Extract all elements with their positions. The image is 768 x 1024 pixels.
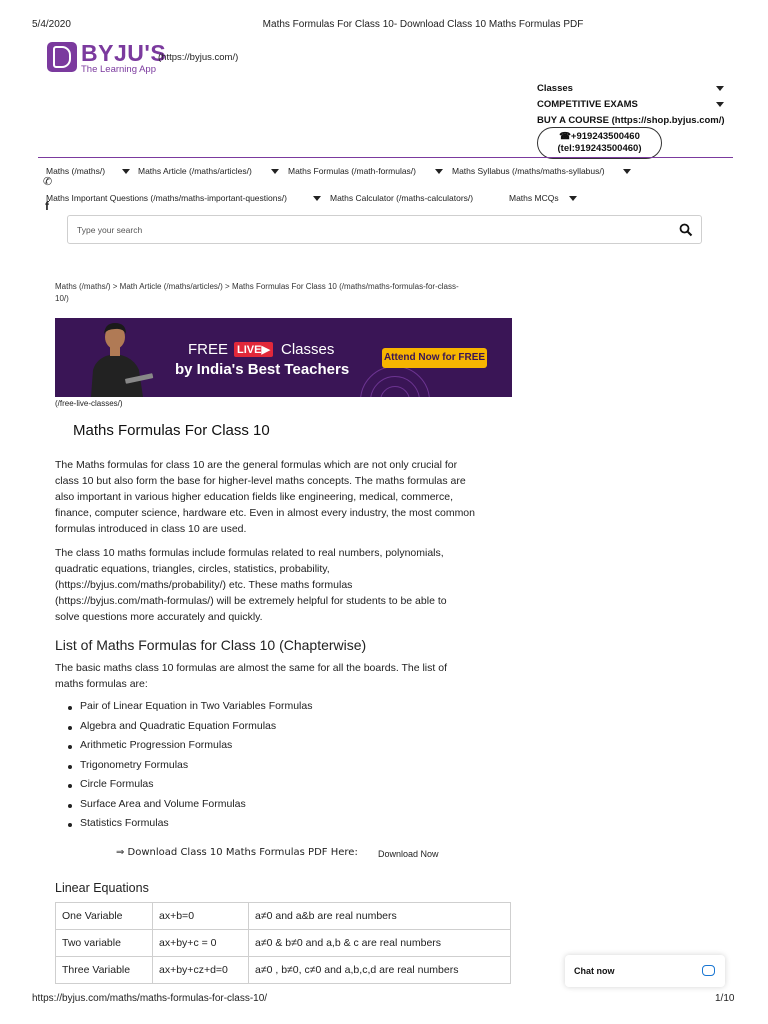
list-item [68,798,508,818]
formulas-paragraph [55,545,511,625]
chevron-down-icon[interactable] [716,86,724,91]
menu-important-questions[interactable]: Maths Important Questions (/maths/maths-important-questions/) [46,193,287,203]
list-heading: List of Maths Formulas for Class 10 (Chapterwise) [55,637,367,653]
free-live-classes-link[interactable]: (/free-live-classes/) [55,399,123,408]
list-intro [55,660,511,692]
table-cell: a≠0 , b≠0, c≠0 and a,b,c,d are real numbers [249,957,511,984]
text-line: also important in various higher education fields like engineering, medical, commerce, [55,491,454,503]
download-now-link[interactable]: Download Now [378,849,439,859]
table-cell: One Variable [56,903,153,930]
text-line[interactable]: (https://byjus.com/maths/probability/) etc. These maths formulas [55,579,353,591]
text-line: formulas introduced in class 10 are used. [55,523,247,535]
breadcrumb-line2[interactable]: 10/) [55,294,69,303]
list-item [68,700,508,720]
table-cell: a≠0 & b≠0 and a,b & c are real numbers [249,930,511,957]
chat-now-label: Chat now [574,966,615,976]
table-cell: Three Variable [56,957,153,984]
bullet [68,706,72,710]
facebook-icon[interactable]: f [45,199,49,213]
logo-b-mark [53,46,71,68]
text-line: The Maths formulas for class 10 are the general formulas which are not only crucial for [55,459,458,471]
table-cell: ax+by+cz+d=0 [153,957,249,984]
print-url: https://byjus.com/maths/maths-formulas-for-class-10/ [32,993,268,1004]
text-line[interactable]: (https://byjus.com/math-formulas/) will be extremely helpful for students to be able to [55,595,447,607]
bullet [68,784,72,788]
banner-free: FREE [188,341,229,358]
table-cell: ax+b=0 [153,903,249,930]
chat-bubble-icon [702,965,715,976]
live-classes-banner[interactable] [55,318,512,397]
list-item [68,759,508,779]
bullet [68,765,72,769]
buy-course-link[interactable]: BUY A COURSE (https://shop.byjus.com/) [537,115,725,126]
table-cell: a≠0 and a&b are real numbers [249,903,511,930]
list-item-label: Trigonometry Formulas [80,758,189,771]
table-row [56,903,511,930]
list-item-label: Circle Formulas [80,778,154,790]
linear-equations-table [55,902,511,984]
chevron-down-icon[interactable] [435,169,443,174]
search-placeholder: Type your search [77,225,143,235]
bullet [68,726,72,730]
print-title: Maths Formulas For Class 10- Download Class 10 Maths Formulas PDF [262,19,584,30]
phone-button[interactable] [537,127,662,159]
phone-number: ☎+919243500460 [559,131,640,142]
list-item-label: Algebra and Quadratic Equation Formulas [80,719,277,732]
table-cell: ax+by+c = 0 [153,930,249,957]
chevron-down-icon[interactable] [623,169,631,174]
menu-maths-formulas[interactable]: Maths Formulas (/math-formulas/) [288,166,416,176]
menu-maths-article[interactable]: Maths Article (/maths/articles/) [138,166,252,176]
chat-now-widget[interactable] [565,955,725,987]
chevron-down-icon[interactable] [313,196,321,201]
logo-tagline: The Learning App [81,64,157,75]
header-divider [38,157,733,158]
menu-maths[interactable]: Maths (/maths/) [46,166,106,176]
text-line: maths formulas are: [55,678,148,690]
text-line: quadratic equations, triangles, circles, statistics, probability, [55,563,330,575]
chevron-down-icon[interactable] [569,196,577,201]
list-item-label: Surface Area and Volume Formulas [80,797,246,810]
bullet [68,745,72,749]
phone-tel: (tel:919243500460) [557,143,642,154]
menu-maths-syllabus[interactable]: Maths Syllabus (/maths/maths-syllabus/) [452,166,605,176]
search-icon[interactable] [679,223,693,237]
text-line: finance, computer science, hardware etc. Even in almost every industry, the most common [55,507,475,519]
bullet [68,804,72,808]
text-line: The class 10 maths formulas include formulas related to real numbers, polynomials, [55,547,444,559]
intro-paragraph [55,457,511,537]
list-item-label: Arithmetic Progression Formulas [80,739,233,751]
text-line: class 10 but also form the base for higher-level maths concepts. The maths formulas are [55,475,466,487]
print-date: 5/4/2020 [32,19,71,30]
menu-maths-mcqs[interactable]: Maths MCQs [509,193,559,203]
chevron-down-icon[interactable] [716,102,724,107]
list-item [68,739,508,759]
chevron-down-icon[interactable] [271,169,279,174]
bullet [68,823,72,827]
table-heading: Linear Equations [55,881,149,895]
list-item [68,778,508,798]
list-item [68,817,508,837]
banner-classes: Classes [281,341,335,358]
classes-menu[interactable]: Classes [537,83,573,94]
byjus-logo-icon[interactable] [47,42,77,72]
page-title: Maths Formulas For Class 10 [73,422,270,439]
table-row [56,957,511,984]
menu-maths-calculator[interactable]: Maths Calculator (/maths-calculators/) [330,193,474,203]
print-page-number: 1/10 [715,993,735,1004]
download-prompt: ⇒ Download Class 10 Maths Formulas PDF Here: [116,847,358,858]
list-item [68,720,508,740]
list-item-label: Statistics Formulas [80,817,169,829]
logo-wordmark: BYJU'S [81,40,167,66]
whatsapp-icon[interactable]: ✆ [43,175,53,188]
banner-live-badge: LIVE▶ [234,342,273,357]
chevron-down-icon[interactable] [122,169,130,174]
search-input[interactable] [67,215,702,244]
table-row [56,930,511,957]
breadcrumb-line1[interactable]: Maths (/maths/) > Math Article (/maths/articles/) > Maths Formulas For Class 10 (/maths/maths-formulas-for-class- [55,282,459,291]
teacher-illustration [85,320,157,397]
attend-now-button[interactable]: Attend Now for FREE [382,348,487,368]
list-item-label: Pair of Linear Equation in Two Variables Formulas [80,700,313,712]
logo-url[interactable]: (https://byjus.com/) [158,52,239,63]
formula-list [68,700,508,837]
banner-teachers: by India's Best Teachers [175,361,350,378]
competitive-exams-menu[interactable]: COMPETITIVE EXAMS [537,99,638,110]
text-line: The basic maths class 10 formulas are almost the same for all the boards. The list of [55,662,447,674]
text-line: solve questions more accurately and quickly. [55,611,263,623]
table-cell: Two variable [56,930,153,957]
